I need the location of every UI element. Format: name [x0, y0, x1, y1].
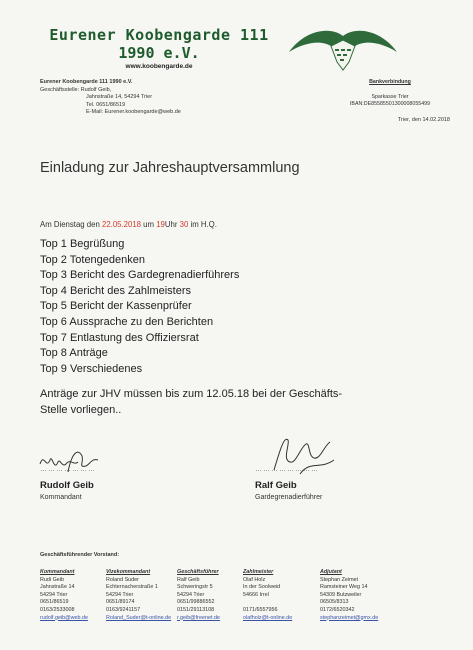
bank-name: Sparkasse Trier: [371, 93, 409, 100]
board-column-geschaeftsfuehrer: [177, 569, 220, 622]
signature-line-right: ……………………: [255, 466, 319, 473]
deadline-note: [40, 386, 440, 418]
sender-address: [40, 79, 181, 117]
board-line: 54294 Trier: [177, 591, 205, 598]
board-line: In der Soolweid: [243, 584, 281, 591]
sender-line3: Jahnstraße 14, 54294 Trier: [86, 94, 153, 100]
bank-iban: IBAN:DE85585501300008055499: [349, 101, 431, 107]
agenda-item: Top 6 Aussprache zu den Berichten: [40, 315, 214, 328]
board-line: Ramsteiner Weg 14: [320, 584, 368, 591]
board-line: 0151/29113108: [177, 606, 215, 613]
board-title: Kommandant: [40, 569, 75, 575]
invite-date: 22.05.2018: [101, 220, 142, 229]
invite-mid1: um: [141, 220, 157, 229]
agenda-item: Top 3 Bericht des Gardegrenadierführers: [40, 269, 240, 282]
board-line: 06505/8313: [320, 599, 349, 606]
board-title: Geschäftsführer: [177, 569, 219, 575]
board-line: Rudi Geib: [40, 576, 64, 583]
board-email-link[interactable]: rudolf.geib@web.de: [40, 614, 89, 621]
board-line: 0163/2533008: [40, 606, 75, 613]
board-title: Vizekommandant: [106, 569, 151, 575]
invite-mid2: Uhr: [164, 220, 180, 229]
board-email-link[interactable]: stephanzeimet@gmx.de: [320, 614, 379, 621]
board-line: Ralf Geib: [177, 576, 200, 583]
signer-role-right: Gardegrenadierführer: [255, 494, 323, 501]
agenda-item: Top 1 Begrüßung: [40, 238, 125, 250]
agenda-item: Top 9 Verschiedenes: [40, 362, 143, 375]
board-column-zahlmeister: [243, 569, 292, 622]
sender-line4: Tel. 0651/86519: [86, 101, 126, 108]
deadline-note-line1: Anträge zur JHV müssen bis zum 12.05.18 bei der Geschäfts-: [40, 388, 343, 400]
signer-name-right: Ralf Geib: [255, 480, 297, 491]
board-line: 0651/86519: [40, 599, 69, 606]
board-line: Olaf Holz: [243, 576, 266, 583]
invite-hour: 19: [156, 220, 165, 229]
club-name-line2: 1990 e.V.: [118, 44, 200, 62]
board-line: Jahnstraße 14: [40, 584, 75, 591]
board-line: 0172/6520342: [320, 606, 355, 613]
board-line: Roland Suder: [106, 576, 139, 583]
club-website: www.koobengarde.de: [125, 63, 193, 70]
board-line: 0163/9241157: [106, 606, 141, 613]
signature-line-left: …………………: [40, 466, 96, 473]
bank-details: [335, 79, 445, 109]
signer-role-left: Kommandant: [40, 494, 82, 501]
board-heading: Geschäftsführender Vorstand:: [40, 552, 120, 558]
sender-line1: Eurener Koobengarde 111 1990 e.V.: [40, 79, 133, 85]
club-name-line1: Eurener Koobengarde 111: [49, 26, 269, 44]
club-logo: [285, 22, 401, 72]
letter-date: Trier, den 14.02.2018: [397, 117, 450, 123]
board-title: Zahlmeister: [243, 569, 274, 575]
signer-name-left: Rudolf Geib: [40, 480, 94, 491]
agenda-item: Top 4 Bericht des Zahlmeisters: [40, 284, 192, 297]
board-line: 54294 Trier: [40, 591, 68, 598]
agenda-item: Top 2 Totengedenken: [40, 253, 145, 266]
board-line: 0171/6557956: [243, 606, 278, 613]
board-line: Schweringstr 5: [177, 584, 213, 591]
board-line: 54294 Trier: [106, 591, 134, 598]
agenda-item: Top 8 Anträge: [40, 347, 108, 360]
board-email-link[interactable]: r.geib@freenet.de: [177, 614, 220, 621]
invite-suffix: im H.Q.: [188, 220, 217, 229]
board-email-link[interactable]: Roland_Suder@t-online.de: [106, 614, 172, 621]
letter-heading: Einladung zur Jahreshauptversammlung: [40, 160, 300, 176]
agenda-list: [40, 237, 239, 377]
board-column-vizekommandant: [106, 569, 171, 622]
board-column-adjutant: [320, 569, 378, 622]
deadline-note-line2: Stelle vorliegen..: [40, 404, 122, 416]
agenda-item: Top 7 Entlastung des Offiziersrat: [40, 331, 199, 344]
sender-line2: Geschäftsstelle: Rudolf Geib,: [40, 86, 112, 93]
board-line: 0651/99886552: [177, 599, 215, 606]
board-line: Stephan Zeimet: [320, 576, 359, 583]
board-line: 0651/89174: [106, 599, 135, 606]
invite-minute: 30: [179, 220, 189, 229]
invite-prefix: Am Dienstag den: [40, 220, 102, 229]
invite-line: [40, 220, 217, 229]
board-email-link[interactable]: olafholz@t-online.de: [243, 614, 293, 621]
board-line: 54666 Irrel: [243, 591, 269, 598]
board-title: Adjutant: [320, 569, 342, 575]
board-column-kommandant: [40, 569, 88, 622]
agenda-item: Top 5 Bericht der Kassenprüfer: [40, 300, 192, 313]
board-line: 54309 Butzweiler: [320, 591, 362, 598]
sender-line5: E-Mail: Eurener.koobengarde@web.de: [86, 109, 181, 115]
bank-heading: Bankverbindung: [369, 79, 411, 85]
board-line: Echternacherstraße 1: [106, 584, 158, 591]
board-line: [243, 599, 292, 607]
